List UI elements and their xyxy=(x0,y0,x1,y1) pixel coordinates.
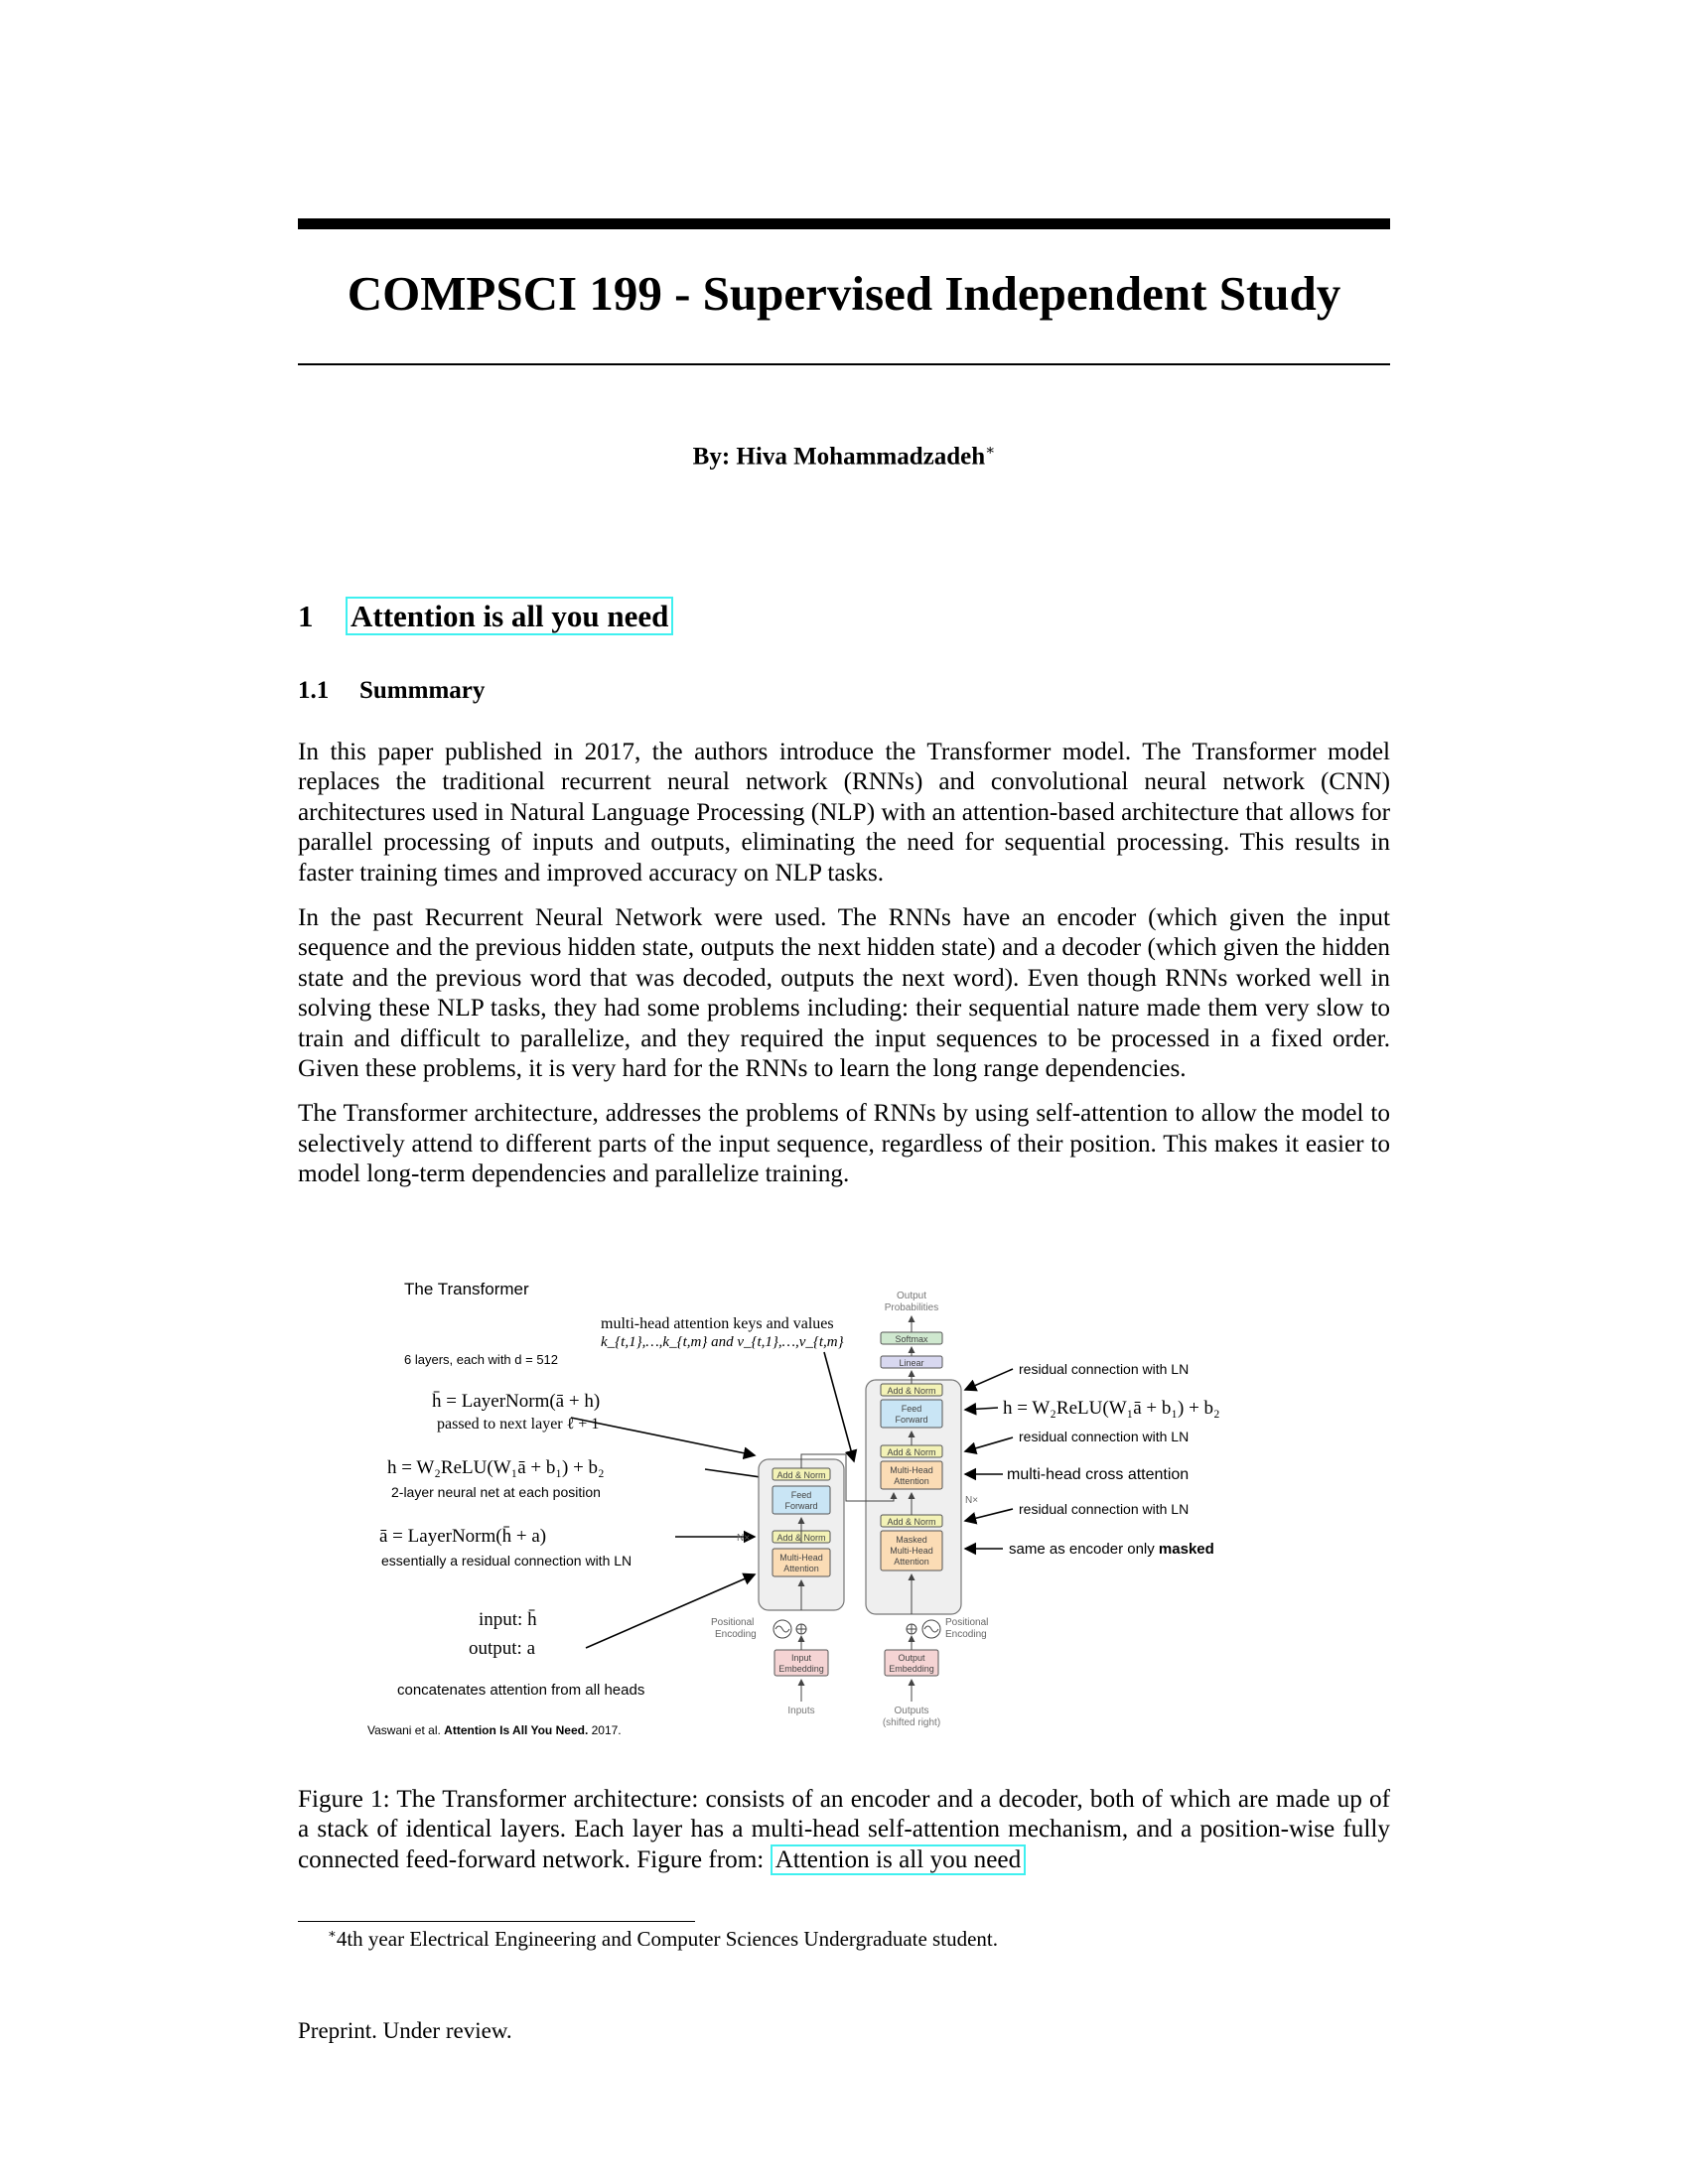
title-top-rule xyxy=(298,218,1390,229)
encoder-ff-label-2: Forward xyxy=(784,1501,818,1511)
subsection-number: 1.1 xyxy=(298,677,330,704)
section-title-link[interactable]: Attention is all you need xyxy=(346,597,673,635)
author-line xyxy=(298,441,1390,471)
h-formula: h = W₂ReLU(W₁ā + b₁) + b₂ xyxy=(387,1457,605,1478)
softmax-label: Softmax xyxy=(895,1334,928,1344)
caption-text: Figure 1: The Transformer architecture: consists of an encoder and a decoder, both of which are made up of a stack of identical layers. Each layer has a multi-head self-attention mechanism, and a position-wise fully connected feed-forward network. Figure from: xyxy=(298,1786,1390,1873)
a-bar-note: essentially a residual connection with LN xyxy=(381,1553,633,1569)
decoder-add-norm-2-label: Add & Norm xyxy=(887,1447,936,1457)
author-name: Hiva Mohammadzadeh xyxy=(736,443,986,471)
output-embedding-label-2: Embedding xyxy=(889,1664,934,1674)
encoder-add-norm-2-label: Add & Norm xyxy=(776,1470,826,1480)
right-masked-prefix: same as encoder only xyxy=(1009,1541,1159,1558)
decoder-pos-label-1: Positional xyxy=(945,1617,989,1628)
output-label: output: a xyxy=(469,1638,536,1659)
encoder-mha-label-1: Multi-Head xyxy=(779,1553,823,1563)
output-probs-label-2: Probabilities xyxy=(884,1302,939,1313)
outputs-shifted-label: (shifted right) xyxy=(882,1717,941,1728)
decoder-nx: N× xyxy=(965,1495,979,1506)
footnote-text: 4th year Electrical Engineering and Computer Sciences Undergraduate student. xyxy=(336,1927,998,1951)
right-cross: multi-head cross attention xyxy=(1007,1466,1190,1483)
author-prefix: By: xyxy=(692,443,737,471)
summary-body xyxy=(298,738,1390,1205)
preprint-note: Preprint. Under review. xyxy=(298,2018,512,2043)
decoder-add-norm-3-label: Add & Norm xyxy=(887,1386,936,1396)
decoder-masked-label-2: Multi-Head xyxy=(890,1546,933,1556)
footnote-marker: ∗ xyxy=(328,1926,337,1941)
input-embedding-label-2: Embedding xyxy=(778,1664,824,1674)
right-masked-bold: masked xyxy=(1158,1541,1214,1558)
encoder-pos-label-1: Positional xyxy=(711,1617,755,1628)
right-res3-arrow xyxy=(965,1509,1013,1521)
h-bar-arrow xyxy=(571,1418,755,1455)
decoder-cross-label-1: Multi-Head xyxy=(890,1465,933,1475)
citation-title: Attention Is All You Need. xyxy=(444,1723,589,1737)
caption-link[interactable]: Attention is all you need xyxy=(771,1844,1027,1875)
transformer-diagram xyxy=(357,1271,1331,1757)
footnote-rule xyxy=(298,1921,695,1922)
encoder-ff-label-1: Feed xyxy=(790,1490,812,1500)
output-probs-label-1: Output xyxy=(896,1291,927,1301)
encoder-nx: N× xyxy=(737,1533,751,1544)
kv-formula: k_{t,1},…,k_{t,m} and v_{t,1},…,v_{t,m} xyxy=(601,1334,844,1350)
section-number: 1 xyxy=(298,599,314,633)
encoder-add-norm-1-label: Add & Norm xyxy=(776,1533,826,1543)
subsection-title: Summmary xyxy=(359,677,486,704)
a-bar-formula: ā = LayerNorm(h̄ + a) xyxy=(379,1526,547,1547)
h-bar-formula: h̄ = LayerNorm(ā + h) xyxy=(432,1391,601,1412)
figure-citation xyxy=(367,1723,622,1737)
decoder-cross-label-2: Attention xyxy=(894,1476,929,1486)
title-bottom-rule xyxy=(298,363,1390,365)
right-masked xyxy=(1009,1541,1214,1558)
citation-year: 2017. xyxy=(588,1723,622,1737)
layers-note: 6 layers, each with d = 512 xyxy=(404,1352,559,1367)
decoder-masked-label-1: Masked xyxy=(896,1535,927,1545)
right-res1: residual connection with LN xyxy=(1019,1361,1190,1377)
right-res3: residual connection with LN xyxy=(1019,1501,1190,1517)
decoder-ff-label-2: Forward xyxy=(895,1415,928,1425)
section-heading xyxy=(298,599,673,634)
figure-caption xyxy=(298,1785,1390,1875)
linear-label: Linear xyxy=(899,1358,924,1368)
paragraph: In the past Recurrent Neural Network were used. The RNNs have an encoder (which given the input sequence and the previous hidden state, outputs the next hidden state) and a decoder (which given the hidden state and the previous word that was decoded, outputs the next word). Even though RNNs worked well in solving these NLP tasks, they had some problems including: their sequential nature made them very slow to train and difficult to parallelize, and they required the input sequences to be processed in a fixed order. Given these problems, it is very hard for the RNNs to learn the long range dependencies. xyxy=(298,904,1390,1083)
encoder-mha-label-2: Attention xyxy=(783,1564,819,1573)
decoder-ff-label-1: Feed xyxy=(901,1404,922,1414)
author-footnote-marker[interactable]: ∗ xyxy=(985,443,996,459)
encoder-pos-label-2: Encoding xyxy=(715,1629,757,1640)
right-formula-arrow xyxy=(965,1408,998,1410)
transformer-figure xyxy=(357,1271,1331,1757)
input-embedding-label-1: Input xyxy=(790,1653,812,1663)
paragraph: The Transformer architecture, addresses the problems of RNNs by using self-attention to allow the model to selectively attend to different parts of the input sequence, regardless of their position. This makes it easier to model long-term dependencies and parallelize training. xyxy=(298,1100,1390,1188)
footnote xyxy=(328,1926,998,1952)
right-formula: h = W₂ReLU(W₁ā + b₁) + b₂ xyxy=(1003,1398,1220,1419)
citation-prefix: Vaswani et al. xyxy=(367,1723,445,1737)
subsection-heading xyxy=(298,677,485,705)
right-res2-arrow xyxy=(965,1437,1013,1451)
right-res2: residual connection with LN xyxy=(1019,1429,1190,1444)
decoder-pos-label-2: Encoding xyxy=(945,1629,987,1640)
decoder-masked-label-3: Attention xyxy=(894,1557,929,1567)
kv-arrow xyxy=(824,1352,854,1461)
figure-heading: The Transformer xyxy=(404,1280,529,1298)
h-note: 2-layer neural net at each position xyxy=(391,1484,601,1500)
outputs-label: Outputs xyxy=(894,1706,929,1716)
page-title: COMPSCI 199 - Supervised Independent Study xyxy=(347,266,1341,321)
kv-note: multi-head attention keys and values xyxy=(601,1315,834,1332)
inputs-label: Inputs xyxy=(787,1706,815,1716)
input-label: input: h̄ xyxy=(479,1609,537,1630)
paragraph: In this paper published in 2017, the authors introduce the Transformer model. The Transformer model replaces the traditional recurrent neural network (RNNs) and convolutional neural network (CNN) architectures used in Natural Language Processing (NLP) with an attention-based architecture that allows for parallel processing of inputs and outputs, eliminating the need for sequential processing. This results in faster training times and improved accuracy on NLP tasks. xyxy=(298,739,1390,887)
right-res1-arrow xyxy=(965,1369,1013,1390)
decoder-add-norm-1-label: Add & Norm xyxy=(887,1517,936,1527)
h-bar-note: passed to next layer ℓ + 1 xyxy=(437,1416,600,1433)
output-embedding-label-1: Output xyxy=(898,1653,925,1663)
concat-note: concatenates attention from all heads xyxy=(397,1682,645,1699)
